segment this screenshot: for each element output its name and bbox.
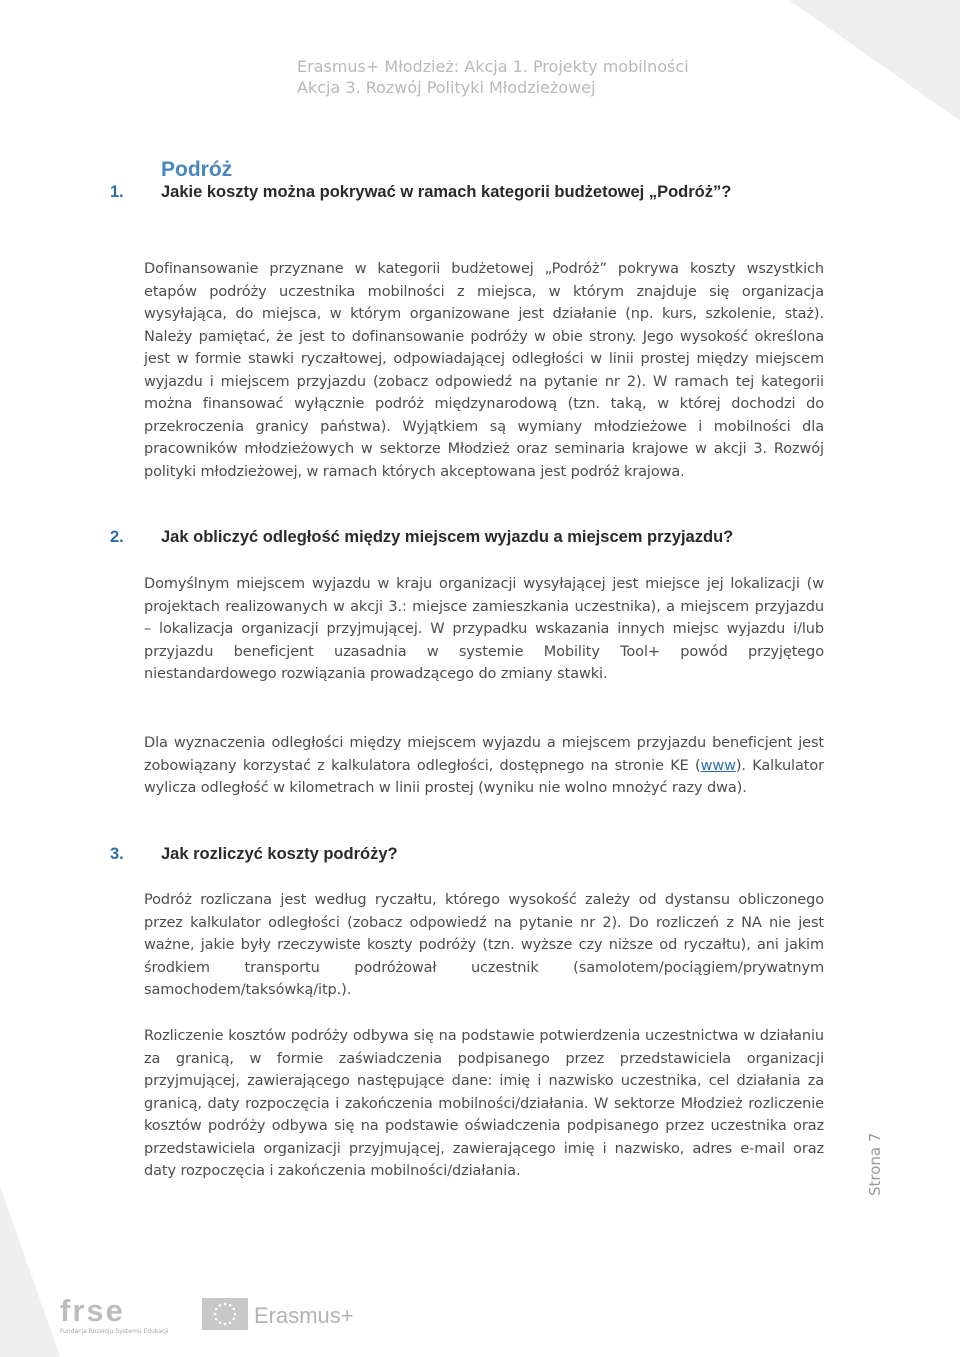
question-title: Jak obliczyć odległość między miejscem wyjazdu a miejscem przyjazdu? [161,528,734,546]
footer-logos [60,1293,354,1335]
paragraph-text: ). Kalkulator wylicza odległość w kilometrach w linii prostej (wyniku nie wolno mnożyć razy dwa). [144,757,824,796]
erasmus-wordmark: Erasmus+ [254,1303,354,1328]
question-2-heading [110,528,733,547]
running-header [297,56,689,98]
question-3-paragraph-2: Rozliczenie kosztów podróży odbywa się na podstawie potwierdzenia uczestnictwa w działaniu za granicą, w formie zaświadczenia podpisanego przez przedstawiciela organizacji przyjmującej, zawierającego następujące dane: imię i nazwisko uczestnika, cel działania za granicą, daty rozpoczęcia i zakończenia mobilności/działania. W sektorze Młodzież rozliczenie kosztów podróży odbywa się na podstawie oświadczenia podpisanego przez uczestnika oraz przedstawiciela organizacji przyjmującej, zawierającego imię i nazwisko, adres e-mail oraz daty rozpoczęcia i zakończenia mobilności/działania. [144,1028,824,1179]
question-number: 2. [110,528,124,546]
corner-decoration-bottom [0,1187,60,1357]
question-title: Jak rozliczyć koszty podróży? [161,845,398,863]
question-number: 1. [110,183,124,201]
question-1-heading [110,183,731,202]
frse-logo [60,1293,169,1335]
kalkulator-link[interactable]: www [700,757,736,774]
header-line-1: Erasmus+ Młodzież: Akcja 1. Projekty mobilności [297,57,689,76]
paragraph-text: Dla wyznaczenia odległości między miejscem wyjazdu a miejscem przyjazdu beneficjent jest zobowiązany korzystać z kalkulatora odległości, dostępnego na stronie KE ( [144,735,824,774]
page-number: Strona 7 [866,1132,884,1196]
corner-decoration [790,0,960,120]
header-line-2: Akcja 3. Rozwój Polityki Młodzieżowej [297,78,596,97]
question-3-paragraph-1: Podróż rozliczana jest według ryczałtu, którego wysokość zależy od dystansu obliczonego przez kalkulator odległości (zobacz odpowiedź na pytanie nr 2). Do rozliczeń z NA nie jest ważne, jakie były rzeczywiste koszty podróży (tzn. wyższe czy niższe od ryczałtu), ani jakim środkiem transportu podróżował uczestnik (samolotem/pociągiem/prywatnym samochodem/taksówką/itp.). [144,892,824,998]
question-3-heading [110,845,398,864]
question-1-paragraph: Dofinansowanie przyznane w kategorii budżetowej „Podróż” pokrywa koszty wszystkich etapów podróży uczestnika mobilności z miejsca, w którym znajduje się organizacja wysyłająca, do miejsca, w którym organizowane jest działanie (np. kurs, szkolenie, staż). Należy pamiętać, że jest to dofinansowanie podróży w obie strony. Jego wysokość określona jest w formie stawki ryczałtowej, odpowiadającej odległości w linii prostej między miejscem wyjazdu i miejscem przyjazdu (zobacz odpowiedź na pytanie nr 2). W ramach tej kategorii można finansować wyłącznie podróż międzynarodową (tzn. taką, w której dochodzi do przekroczenia granicy państwa). Wyjątkiem są wymiany młodzieżowe i mobilności dla pracowników młodzieżowych w sektorze Młodzież oraz seminaria krajowe w akcji 3. Rozwój polityki młodzieżowej, w ramach których akceptowana jest podróż krajowa. [144,261,824,480]
question-number: 3. [110,845,124,863]
section-title: Podróż [161,158,233,181]
frse-logo-mark: frse [60,1293,125,1328]
eu-flag-icon [202,1298,248,1330]
question-2-paragraph-1: Domyślnym miejscem wyjazdu w kraju organizacji wysyłającej jest miejsce jej lokalizacji (w projektach realizowanych w akcji 3.: miejsce zamieszkania uczestnika), a miejscem przyjazdu – lokalizacja organizacji przyjmującej. W przypadku wskazania innych miejsc wyjazdu i/lub przyjazdu beneficjent uzasadnia w systemie Mobility Tool+ powód przyjętego niestandardowego rozwiązania prowadzącego do zmiany stawki. [144,576,824,682]
question-2-paragraph-2 [144,732,824,800]
erasmus-logo [202,1298,354,1330]
question-title: Jakie koszty można pokrywać w ramach kategorii budżetowej „Podróż”? [161,183,732,201]
frse-logo-tagline: Fundacja Rozwoju Systemu Edukacji [60,1328,169,1335]
